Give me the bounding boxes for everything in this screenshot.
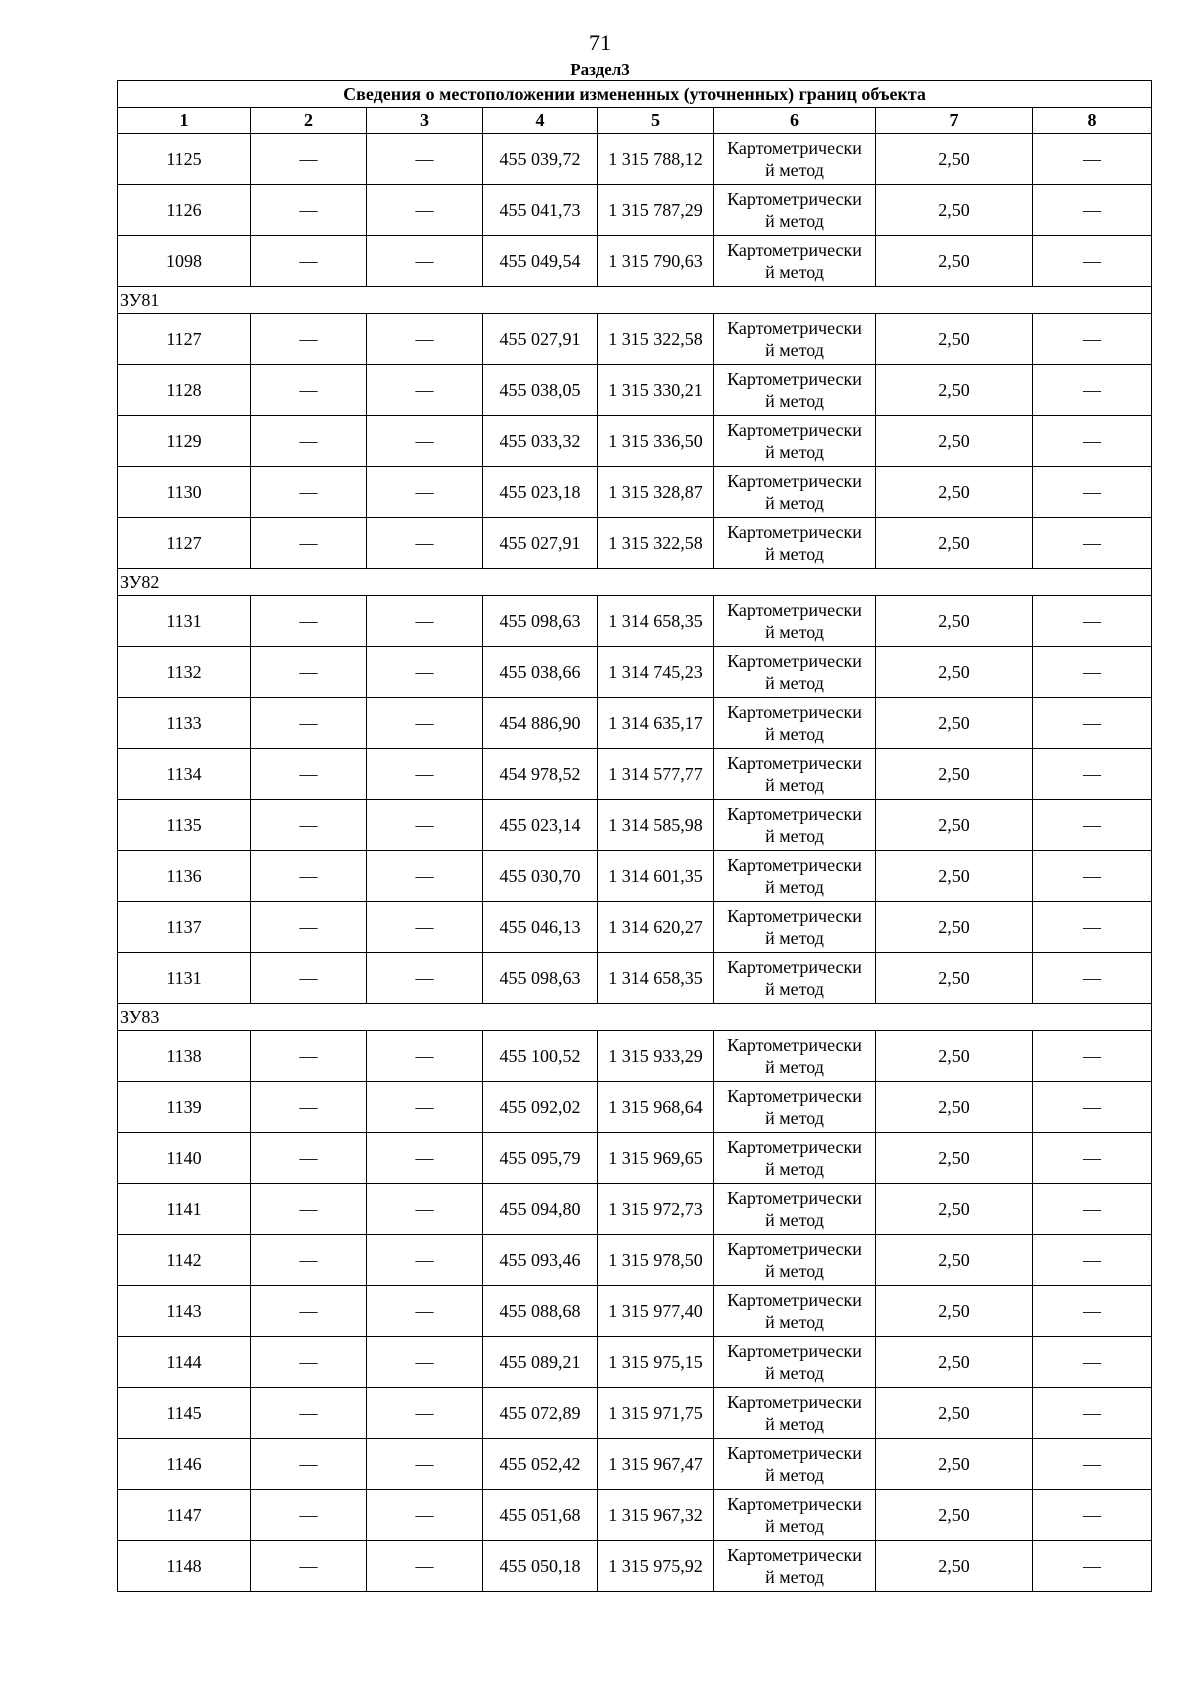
- method-cell: Картометрически й метод: [714, 851, 876, 902]
- col3-cell: —: [367, 800, 483, 851]
- table-caption-row: [118, 81, 1152, 108]
- col8-cell: —: [1033, 1082, 1152, 1133]
- col3-cell: —: [367, 1439, 483, 1490]
- table-row: [118, 1031, 1152, 1082]
- col2-cell: —: [251, 1388, 367, 1439]
- point-number-cell: 1135: [118, 800, 251, 851]
- point-number-cell: 1128: [118, 365, 251, 416]
- y-coordinate-cell: 1 314 635,17: [598, 698, 714, 749]
- col2-cell: —: [251, 647, 367, 698]
- x-coordinate-cell: 455 030,70: [483, 851, 598, 902]
- col8-cell: —: [1033, 953, 1152, 1004]
- accuracy-cell: 2,50: [876, 902, 1033, 953]
- column-header: 4: [483, 108, 598, 134]
- col2-cell: —: [251, 236, 367, 287]
- col8-cell: —: [1033, 365, 1152, 416]
- column-header: 8: [1033, 108, 1152, 134]
- col3-cell: —: [367, 185, 483, 236]
- col3-cell: —: [367, 236, 483, 287]
- method-cell: Картометрически й метод: [714, 596, 876, 647]
- y-coordinate-cell: 1 315 967,47: [598, 1439, 714, 1490]
- col8-cell: —: [1033, 416, 1152, 467]
- y-coordinate-cell: 1 315 328,87: [598, 467, 714, 518]
- method-cell: Картометрически й метод: [714, 698, 876, 749]
- col8-cell: —: [1033, 134, 1152, 185]
- point-number-cell: 1131: [118, 596, 251, 647]
- col2-cell: —: [251, 953, 367, 1004]
- x-coordinate-cell: 455 049,54: [483, 236, 598, 287]
- table-caption: Сведения о местоположении измененных (уточненных) границ объекта: [118, 81, 1152, 108]
- col8-cell: —: [1033, 236, 1152, 287]
- col2-cell: —: [251, 698, 367, 749]
- method-cell: Картометрически й метод: [714, 953, 876, 1004]
- y-coordinate-cell: 1 315 330,21: [598, 365, 714, 416]
- x-coordinate-cell: 455 041,73: [483, 185, 598, 236]
- x-coordinate-cell: 455 092,02: [483, 1082, 598, 1133]
- method-cell: Картометрически й метод: [714, 647, 876, 698]
- x-coordinate-cell: 454 978,52: [483, 749, 598, 800]
- col3-cell: —: [367, 1235, 483, 1286]
- method-cell: Картометрически й метод: [714, 1337, 876, 1388]
- table-row: [118, 1490, 1152, 1541]
- accuracy-cell: 2,50: [876, 365, 1033, 416]
- point-number-cell: 1130: [118, 467, 251, 518]
- x-coordinate-cell: 455 038,05: [483, 365, 598, 416]
- table-row: [118, 800, 1152, 851]
- col3-cell: —: [367, 314, 483, 365]
- y-coordinate-cell: 1 314 745,23: [598, 647, 714, 698]
- x-coordinate-cell: 454 886,90: [483, 698, 598, 749]
- point-number-cell: 1145: [118, 1388, 251, 1439]
- col3-cell: —: [367, 1184, 483, 1235]
- col3-cell: —: [367, 1286, 483, 1337]
- accuracy-cell: 2,50: [876, 134, 1033, 185]
- group-label: ЗУ83: [118, 1004, 1152, 1031]
- x-coordinate-cell: 455 051,68: [483, 1490, 598, 1541]
- point-number-cell: 1147: [118, 1490, 251, 1541]
- col8-cell: —: [1033, 1541, 1152, 1592]
- table-row: [118, 185, 1152, 236]
- method-cell: Картометрически й метод: [714, 134, 876, 185]
- col8-cell: —: [1033, 1133, 1152, 1184]
- method-cell: Картометрически й метод: [714, 1031, 876, 1082]
- point-number-cell: 1141: [118, 1184, 251, 1235]
- col8-cell: —: [1033, 1031, 1152, 1082]
- table-row: [118, 1235, 1152, 1286]
- col2-cell: —: [251, 185, 367, 236]
- col2-cell: —: [251, 851, 367, 902]
- accuracy-cell: 2,50: [876, 749, 1033, 800]
- table-row: [118, 596, 1152, 647]
- column-header: 1: [118, 108, 251, 134]
- col2-cell: —: [251, 1235, 367, 1286]
- col2-cell: —: [251, 365, 367, 416]
- col3-cell: —: [367, 1541, 483, 1592]
- col8-cell: —: [1033, 596, 1152, 647]
- col2-cell: —: [251, 416, 367, 467]
- accuracy-cell: 2,50: [876, 800, 1033, 851]
- y-coordinate-cell: 1 315 971,75: [598, 1388, 714, 1439]
- table-row: [118, 236, 1152, 287]
- method-cell: Картометрически й метод: [714, 1133, 876, 1184]
- y-coordinate-cell: 1 314 601,35: [598, 851, 714, 902]
- method-cell: Картометрически й метод: [714, 800, 876, 851]
- group-row: [118, 1004, 1152, 1031]
- x-coordinate-cell: 455 093,46: [483, 1235, 598, 1286]
- point-number-cell: 1137: [118, 902, 251, 953]
- point-number-cell: 1138: [118, 1031, 251, 1082]
- col3-cell: —: [367, 518, 483, 569]
- y-coordinate-cell: 1 315 790,63: [598, 236, 714, 287]
- column-header: 2: [251, 108, 367, 134]
- x-coordinate-cell: 455 050,18: [483, 1541, 598, 1592]
- table-row: [118, 1541, 1152, 1592]
- y-coordinate-cell: 1 315 322,58: [598, 314, 714, 365]
- table-row: [118, 416, 1152, 467]
- accuracy-cell: 2,50: [876, 1388, 1033, 1439]
- col3-cell: —: [367, 596, 483, 647]
- y-coordinate-cell: 1 315 933,29: [598, 1031, 714, 1082]
- col2-cell: —: [251, 800, 367, 851]
- x-coordinate-cell: 455 094,80: [483, 1184, 598, 1235]
- table-row: [118, 1082, 1152, 1133]
- method-cell: Картометрически й метод: [714, 416, 876, 467]
- x-coordinate-cell: 455 038,66: [483, 647, 598, 698]
- col8-cell: —: [1033, 467, 1152, 518]
- accuracy-cell: 2,50: [876, 698, 1033, 749]
- method-cell: Картометрически й метод: [714, 467, 876, 518]
- table-row: [118, 467, 1152, 518]
- point-number-cell: 1131: [118, 953, 251, 1004]
- x-coordinate-cell: 455 098,63: [483, 596, 598, 647]
- table-row: [118, 365, 1152, 416]
- accuracy-cell: 2,50: [876, 467, 1033, 518]
- x-coordinate-cell: 455 027,91: [483, 314, 598, 365]
- x-coordinate-cell: 455 023,18: [483, 467, 598, 518]
- column-header: 3: [367, 108, 483, 134]
- col2-cell: —: [251, 1031, 367, 1082]
- point-number-cell: 1146: [118, 1439, 251, 1490]
- y-coordinate-cell: 1 314 620,27: [598, 902, 714, 953]
- point-number-cell: 1144: [118, 1337, 251, 1388]
- method-cell: Картометрически й метод: [714, 185, 876, 236]
- col3-cell: —: [367, 365, 483, 416]
- accuracy-cell: 2,50: [876, 1286, 1033, 1337]
- col3-cell: —: [367, 1082, 483, 1133]
- y-coordinate-cell: 1 315 975,92: [598, 1541, 714, 1592]
- method-cell: Картометрически й метод: [714, 1439, 876, 1490]
- col3-cell: —: [367, 1031, 483, 1082]
- accuracy-cell: 2,50: [876, 1031, 1033, 1082]
- col2-cell: —: [251, 1541, 367, 1592]
- accuracy-cell: 2,50: [876, 1184, 1033, 1235]
- method-cell: Картометрически й метод: [714, 518, 876, 569]
- y-coordinate-cell: 1 315 788,12: [598, 134, 714, 185]
- y-coordinate-cell: 1 315 978,50: [598, 1235, 714, 1286]
- col2-cell: —: [251, 467, 367, 518]
- point-number-cell: 1098: [118, 236, 251, 287]
- table-row: [118, 518, 1152, 569]
- column-header-row: [118, 108, 1152, 134]
- x-coordinate-cell: 455 088,68: [483, 1286, 598, 1337]
- col3-cell: —: [367, 1388, 483, 1439]
- method-cell: Картометрически й метод: [714, 1286, 876, 1337]
- y-coordinate-cell: 1 314 658,35: [598, 596, 714, 647]
- point-number-cell: 1142: [118, 1235, 251, 1286]
- col8-cell: —: [1033, 851, 1152, 902]
- table-row: [118, 1133, 1152, 1184]
- col8-cell: —: [1033, 1235, 1152, 1286]
- table-row: [118, 647, 1152, 698]
- y-coordinate-cell: 1 315 967,32: [598, 1490, 714, 1541]
- y-coordinate-cell: 1 315 972,73: [598, 1184, 714, 1235]
- method-cell: Картометрически й метод: [714, 365, 876, 416]
- group-label: ЗУ82: [118, 569, 1152, 596]
- point-number-cell: 1125: [118, 134, 251, 185]
- col2-cell: —: [251, 1184, 367, 1235]
- method-cell: Картометрически й метод: [714, 1184, 876, 1235]
- y-coordinate-cell: 1 315 969,65: [598, 1133, 714, 1184]
- col8-cell: —: [1033, 1184, 1152, 1235]
- table-row: [118, 1337, 1152, 1388]
- point-number-cell: 1129: [118, 416, 251, 467]
- method-cell: Картометрически й метод: [714, 314, 876, 365]
- accuracy-cell: 2,50: [876, 1235, 1033, 1286]
- table-row: [118, 953, 1152, 1004]
- y-coordinate-cell: 1 315 336,50: [598, 416, 714, 467]
- x-coordinate-cell: 455 027,91: [483, 518, 598, 569]
- method-cell: Картометрически й метод: [714, 236, 876, 287]
- col8-cell: —: [1033, 1490, 1152, 1541]
- x-coordinate-cell: 455 033,32: [483, 416, 598, 467]
- accuracy-cell: 2,50: [876, 1337, 1033, 1388]
- x-coordinate-cell: 455 023,14: [483, 800, 598, 851]
- col8-cell: —: [1033, 1388, 1152, 1439]
- column-header: 7: [876, 108, 1033, 134]
- column-header: 5: [598, 108, 714, 134]
- method-cell: Картометрически й метод: [714, 1490, 876, 1541]
- col2-cell: —: [251, 1082, 367, 1133]
- col3-cell: —: [367, 851, 483, 902]
- point-number-cell: 1140: [118, 1133, 251, 1184]
- accuracy-cell: 2,50: [876, 518, 1033, 569]
- method-cell: Картометрически й метод: [714, 749, 876, 800]
- col8-cell: —: [1033, 1439, 1152, 1490]
- col8-cell: —: [1033, 647, 1152, 698]
- accuracy-cell: 2,50: [876, 1133, 1033, 1184]
- accuracy-cell: 2,50: [876, 1541, 1033, 1592]
- x-coordinate-cell: 455 095,79: [483, 1133, 598, 1184]
- x-coordinate-cell: 455 052,42: [483, 1439, 598, 1490]
- col3-cell: —: [367, 902, 483, 953]
- table-row: [118, 1388, 1152, 1439]
- accuracy-cell: 2,50: [876, 236, 1033, 287]
- col8-cell: —: [1033, 698, 1152, 749]
- col2-cell: —: [251, 1286, 367, 1337]
- y-coordinate-cell: 1 314 585,98: [598, 800, 714, 851]
- col3-cell: —: [367, 749, 483, 800]
- accuracy-cell: 2,50: [876, 1082, 1033, 1133]
- column-header: 6: [714, 108, 876, 134]
- page-number: 71: [589, 30, 611, 55]
- col8-cell: —: [1033, 185, 1152, 236]
- method-cell: Картометрически й метод: [714, 1388, 876, 1439]
- point-number-cell: 1134: [118, 749, 251, 800]
- col3-cell: —: [367, 1337, 483, 1388]
- x-coordinate-cell: 455 089,21: [483, 1337, 598, 1388]
- method-cell: Картометрически й метод: [714, 1541, 876, 1592]
- group-row: [118, 569, 1152, 596]
- point-number-cell: 1133: [118, 698, 251, 749]
- col2-cell: —: [251, 1337, 367, 1388]
- method-cell: Картометрически й метод: [714, 1235, 876, 1286]
- col8-cell: —: [1033, 749, 1152, 800]
- accuracy-cell: 2,50: [876, 314, 1033, 365]
- table-row: [118, 698, 1152, 749]
- point-number-cell: 1143: [118, 1286, 251, 1337]
- col2-cell: —: [251, 1439, 367, 1490]
- col2-cell: —: [251, 749, 367, 800]
- y-coordinate-cell: 1 315 322,58: [598, 518, 714, 569]
- col2-cell: —: [251, 1133, 367, 1184]
- col2-cell: —: [251, 596, 367, 647]
- point-number-cell: 1132: [118, 647, 251, 698]
- col2-cell: —: [251, 314, 367, 365]
- table-row: [118, 749, 1152, 800]
- table-row: [118, 1184, 1152, 1235]
- col3-cell: —: [367, 134, 483, 185]
- col3-cell: —: [367, 1490, 483, 1541]
- col8-cell: —: [1033, 314, 1152, 365]
- accuracy-cell: 2,50: [876, 851, 1033, 902]
- x-coordinate-cell: 455 098,63: [483, 953, 598, 1004]
- point-number-cell: 1127: [118, 518, 251, 569]
- y-coordinate-cell: 1 315 975,15: [598, 1337, 714, 1388]
- group-row: [118, 287, 1152, 314]
- method-cell: Картометрически й метод: [714, 902, 876, 953]
- y-coordinate-cell: 1 315 787,29: [598, 185, 714, 236]
- y-coordinate-cell: 1 314 577,77: [598, 749, 714, 800]
- table-row: [118, 1439, 1152, 1490]
- y-coordinate-cell: 1 315 968,64: [598, 1082, 714, 1133]
- col2-cell: —: [251, 518, 367, 569]
- point-number-cell: 1127: [118, 314, 251, 365]
- point-number-cell: 1148: [118, 1541, 251, 1592]
- group-label: ЗУ81: [118, 287, 1152, 314]
- accuracy-cell: 2,50: [876, 416, 1033, 467]
- col8-cell: —: [1033, 1337, 1152, 1388]
- point-number-cell: 1139: [118, 1082, 251, 1133]
- col8-cell: —: [1033, 1286, 1152, 1337]
- x-coordinate-cell: 455 100,52: [483, 1031, 598, 1082]
- section-title: Раздел3: [570, 60, 630, 79]
- point-number-cell: 1136: [118, 851, 251, 902]
- method-cell: Картометрически й метод: [714, 1082, 876, 1133]
- table-row: [118, 902, 1152, 953]
- col3-cell: —: [367, 953, 483, 1004]
- accuracy-cell: 2,50: [876, 1439, 1033, 1490]
- table-row: [118, 134, 1152, 185]
- x-coordinate-cell: 455 039,72: [483, 134, 598, 185]
- col3-cell: —: [367, 647, 483, 698]
- x-coordinate-cell: 455 072,89: [483, 1388, 598, 1439]
- col3-cell: —: [367, 416, 483, 467]
- coordinates-table: [117, 80, 1152, 1592]
- col8-cell: —: [1033, 902, 1152, 953]
- accuracy-cell: 2,50: [876, 647, 1033, 698]
- col3-cell: —: [367, 698, 483, 749]
- y-coordinate-cell: 1 315 977,40: [598, 1286, 714, 1337]
- col2-cell: —: [251, 134, 367, 185]
- col2-cell: —: [251, 1490, 367, 1541]
- col8-cell: —: [1033, 800, 1152, 851]
- col3-cell: —: [367, 1133, 483, 1184]
- point-number-cell: 1126: [118, 185, 251, 236]
- accuracy-cell: 2,50: [876, 185, 1033, 236]
- table-row: [118, 851, 1152, 902]
- accuracy-cell: 2,50: [876, 1490, 1033, 1541]
- accuracy-cell: 2,50: [876, 953, 1033, 1004]
- table-row: [118, 314, 1152, 365]
- col3-cell: —: [367, 467, 483, 518]
- table-row: [118, 1286, 1152, 1337]
- col8-cell: —: [1033, 518, 1152, 569]
- y-coordinate-cell: 1 314 658,35: [598, 953, 714, 1004]
- x-coordinate-cell: 455 046,13: [483, 902, 598, 953]
- col2-cell: —: [251, 902, 367, 953]
- accuracy-cell: 2,50: [876, 596, 1033, 647]
